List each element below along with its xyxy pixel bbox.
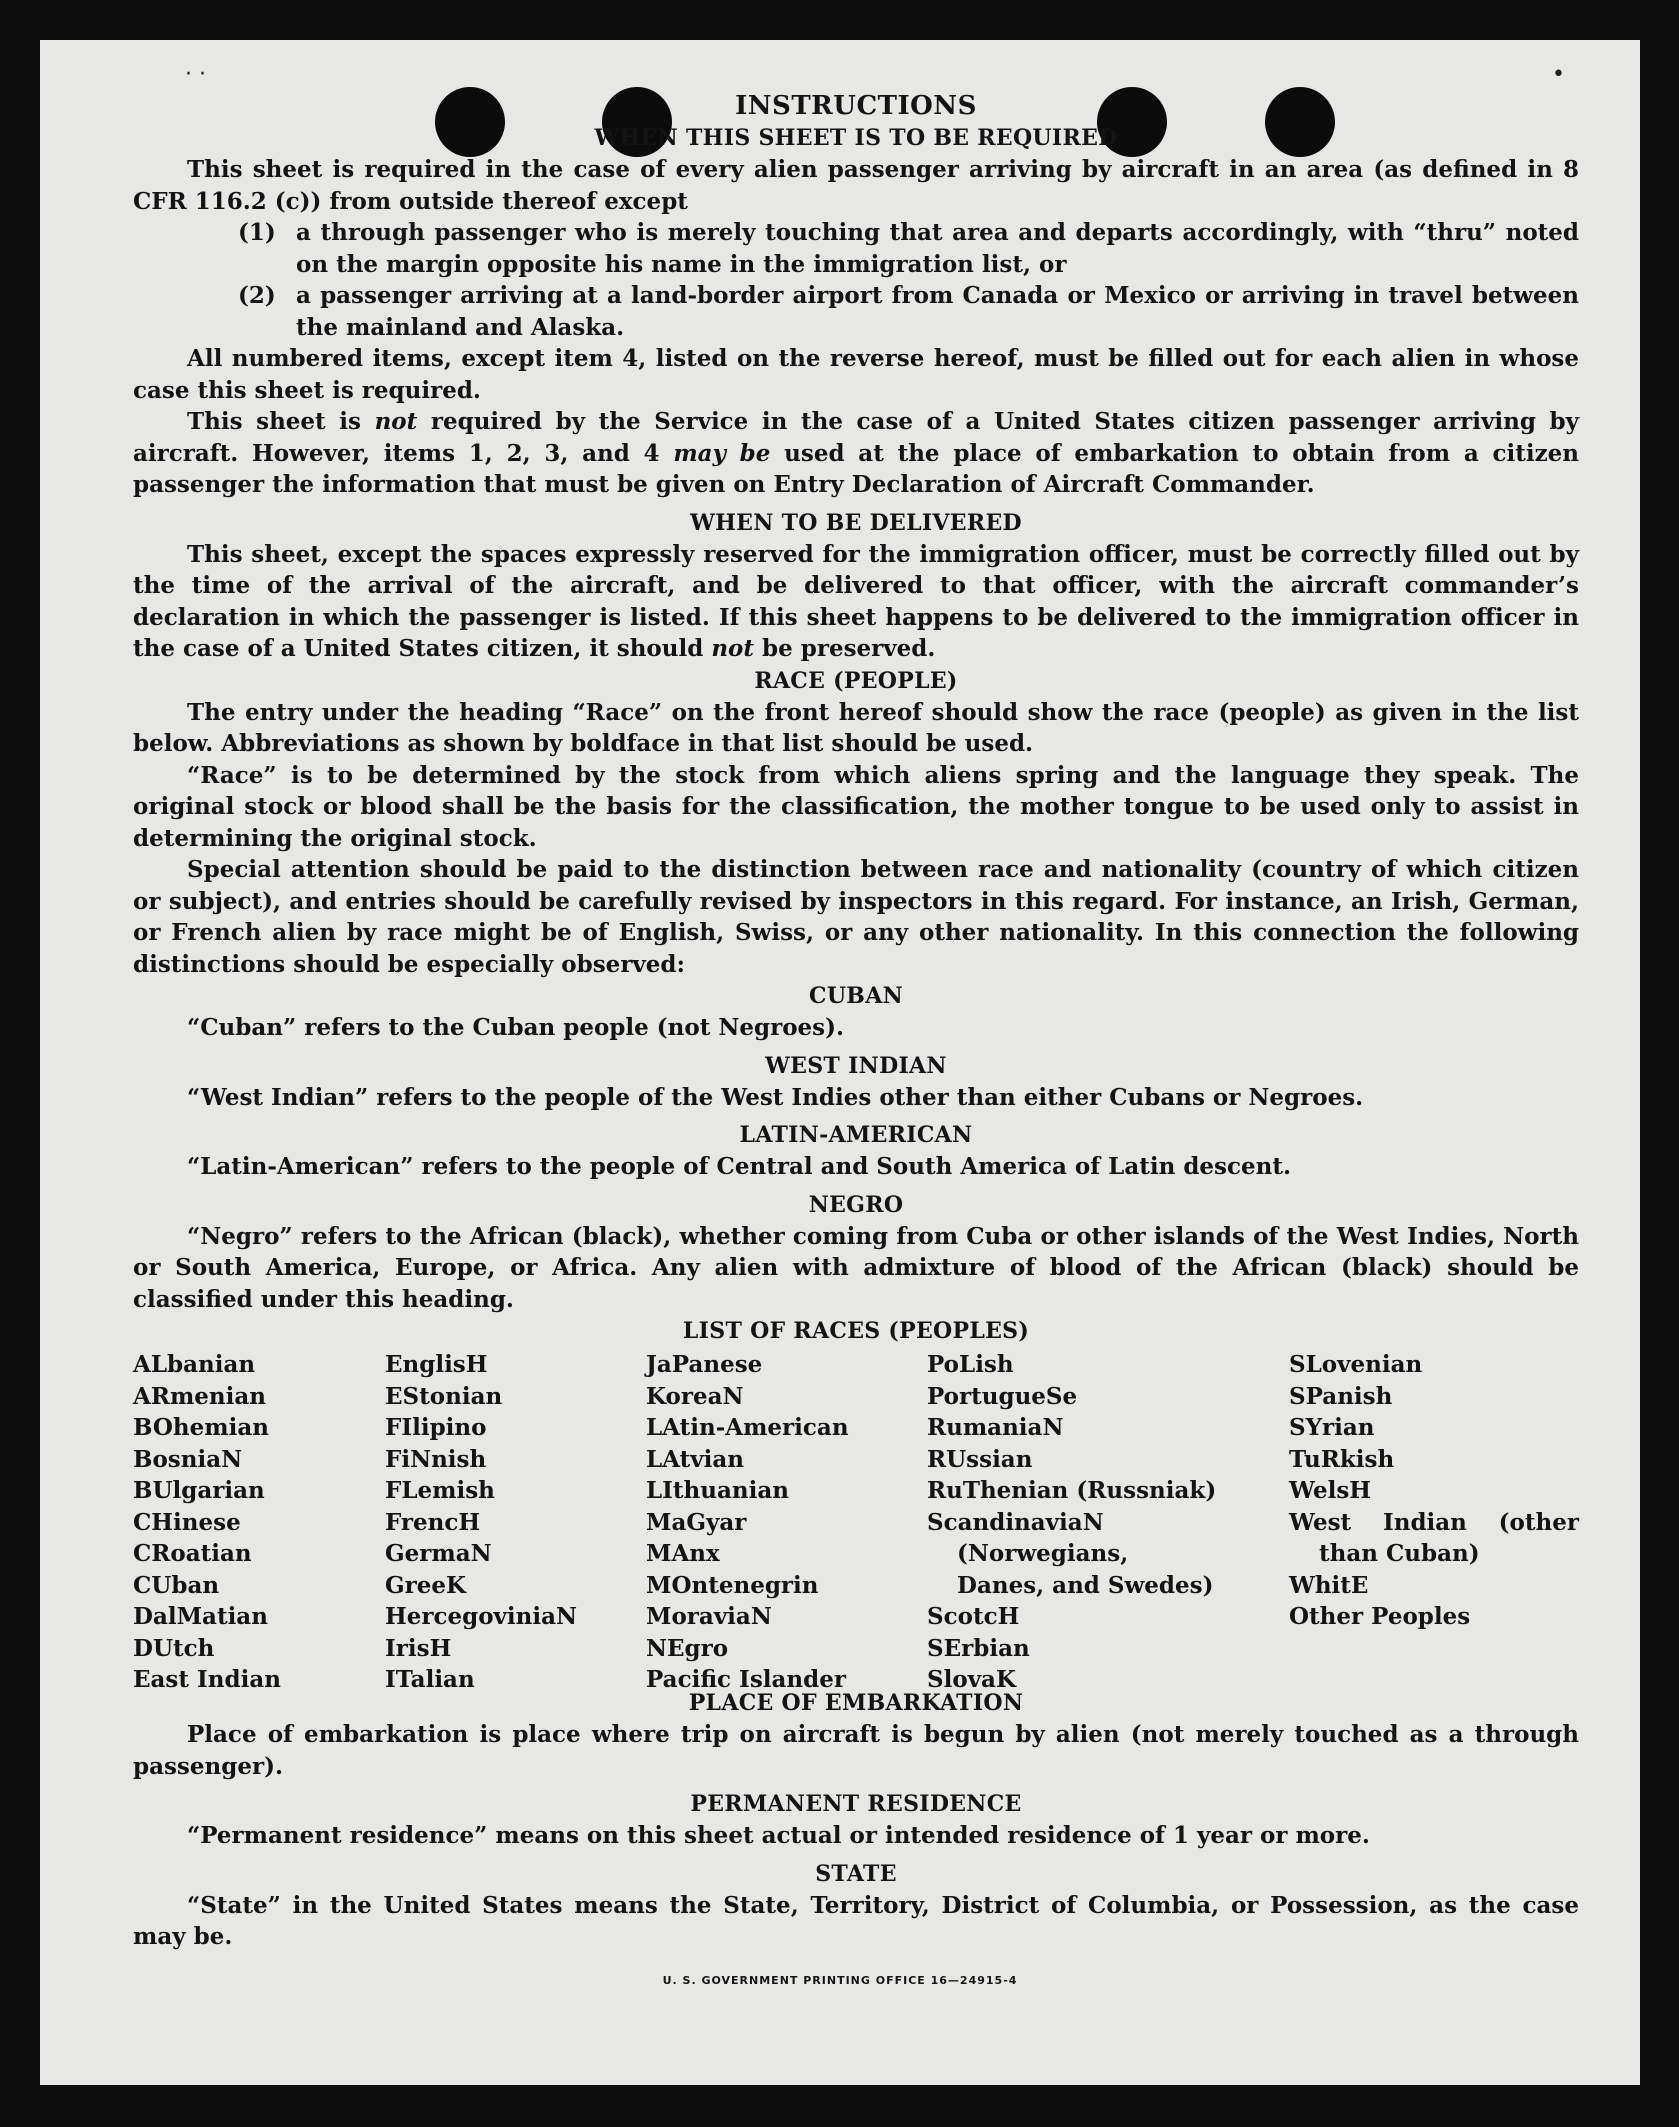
race-column — [133, 1349, 363, 1696]
race-item: FIlipino — [385, 1414, 487, 1441]
race-item: EStonian — [385, 1382, 503, 1410]
paragraph: All numbered items, except item 4, listed on the reverse hereof, must be filled out for each alien in whose case this sheet is required. — [133, 345, 1579, 404]
race-column — [646, 1349, 906, 1696]
race-item: IrisH — [385, 1634, 452, 1662]
section-heading: WHEN TO BE DELIVERED — [690, 509, 1022, 536]
paragraph: “Latin-American” refers to the people of Central and South America of Latin descent. — [187, 1153, 1291, 1180]
race-item: SlovaK — [927, 1666, 1016, 1693]
paragraph: “Cuban” refers to the Cuban people (not Negroes). — [187, 1014, 845, 1041]
race-column — [927, 1349, 1217, 1696]
race-item: Other Peoples — [1289, 1603, 1471, 1630]
race-item: GreeK — [385, 1571, 467, 1599]
race-item: West Indian (other than Cuban) — [1289, 1508, 1579, 1567]
race-list — [133, 1349, 1579, 1693]
race-item: LIthuanian — [646, 1477, 789, 1504]
race-item: ALbanian — [133, 1351, 256, 1378]
section-heading: LATIN-AMERICAN — [739, 1122, 973, 1148]
race-item: CRoatian — [133, 1540, 252, 1567]
instructions-body — [133, 90, 1579, 1953]
document-sheet — [40, 40, 1640, 2085]
race-item: SPanish — [1289, 1382, 1393, 1410]
race-item: ITalian — [385, 1666, 475, 1693]
race-item: JaPanese — [646, 1351, 763, 1378]
race-item: PoLish — [927, 1351, 1014, 1378]
race-item: RUssian — [927, 1445, 1033, 1473]
list-number: (1) — [238, 219, 276, 246]
list-item — [133, 217, 1579, 280]
race-item: CHinese — [133, 1508, 241, 1536]
paragraph: “Race” is to be determined by the stock from which aliens spring and the language they speak. The original stock or blood shall be the basis for the classification, the mother tongue to be used only to assist in determining the original stock. — [133, 761, 1579, 852]
race-item: SLovenian — [1289, 1351, 1423, 1378]
section-heading: WEST INDIAN — [765, 1052, 947, 1079]
section-heading: CUBAN — [809, 983, 903, 1009]
race-item: ARmenian — [133, 1382, 267, 1410]
race-item: PortugueSe — [927, 1382, 1078, 1410]
paragraph: “State” in the United States means the State, Territory, District of Columbia, or Possession, as the case may be. — [133, 1891, 1579, 1950]
race-item: WelsH — [1289, 1477, 1372, 1504]
race-item: DUtch — [133, 1634, 215, 1662]
race-item: RuThenian (Russniak) — [927, 1477, 1217, 1504]
race-item: TuRkish — [1289, 1445, 1395, 1473]
race-item: Pacific Islander — [646, 1666, 846, 1693]
race-item: SYrian — [1289, 1414, 1375, 1441]
list-number: (2) — [238, 282, 276, 309]
section-heading: PLACE OF EMBARKATION — [688, 1690, 1024, 1716]
paragraph: “West Indian” refers to the people of the West Indies other than either Cubans or Negroes. — [187, 1083, 1364, 1111]
race-item: EnglisH — [385, 1351, 488, 1378]
race-item: NEgro — [646, 1634, 729, 1662]
race-item: BosniaN — [133, 1445, 243, 1473]
list-item — [133, 280, 1579, 343]
scan-speck: • — [1552, 62, 1565, 87]
scan-speck: · · — [185, 62, 206, 87]
race-item: CUban — [133, 1571, 220, 1599]
race-column — [1289, 1349, 1579, 1633]
paragraph: “Permanent residence” means on this sheet actual or intended residence of 1 year or more. — [187, 1822, 1370, 1849]
race-item: ScotcH — [927, 1603, 1020, 1630]
paragraph: “Negro” refers to the African (black), whether coming from Cuba or other islands of the West Indies, North or South America, Europe, or Africa. Any alien with admixture of blood of the African (black) should be classified under this heading. — [133, 1222, 1579, 1313]
printer-imprint: U. S. GOVERNMENT PRINTING OFFICE 16—24915-4 — [662, 1974, 1018, 1987]
race-item: MAnx — [646, 1540, 720, 1567]
race-item: East Indian — [133, 1666, 281, 1693]
race-item: WhitE — [1289, 1571, 1369, 1599]
race-item: FLemish — [385, 1477, 495, 1504]
paragraph: This sheet is required in the case of every alien passenger arriving by aircraft in an area (as defined in 8 CFR 116.2 (c)) from outside thereof except — [133, 156, 1579, 215]
race-item: LAtvian — [646, 1445, 744, 1473]
section-heading: WHEN THIS SHEET IS TO BE REQUIRED — [594, 125, 1118, 151]
race-item: MoraviaN — [646, 1603, 772, 1630]
race-item: BOhemian — [133, 1414, 269, 1441]
race-item: GermaN — [385, 1540, 492, 1567]
race-item: SErbian — [927, 1634, 1030, 1662]
section-heading: LIST OF RACES (PEOPLES) — [682, 1318, 1030, 1344]
race-item: BUlgarian — [133, 1477, 265, 1504]
list-text: a passenger arriving at a land-border airport from Canada or Mexico or arriving in travel between the mainland and Alaska. — [296, 282, 1579, 341]
page-title: INSTRUCTIONS — [735, 91, 977, 121]
list-text: a through passenger who is merely touching that area and departs accordingly, with “thru” noted on the margin opposite his name in the immigration list, or — [296, 219, 1579, 278]
race-item: HercegoviniaN — [385, 1603, 578, 1630]
section-heading: PERMANENT RESIDENCE — [690, 1791, 1022, 1817]
paragraph: This sheet, except the spaces expressly reserved for the immigration officer, must be correctly filled out by the time of the arrival of the aircraft, and be delivered to that officer, with the aircraft commander’s declaration in which the passenger is listed. If this sheet happens to be delivered to the immigration officer in the case of a United States citizen, it should not be preserved. — [133, 540, 1579, 662]
section-heading: RACE (PEOPLE) — [754, 667, 958, 694]
race-item: FrencH — [385, 1508, 481, 1536]
race-item: ScandinaviaN (Norwegians, Danes, and Swedes) — [927, 1508, 1214, 1599]
paragraph: This sheet is not required by the Service in the case of a United States citizen passenger arriving by aircraft. However, items 1, 2, 3, and 4 may be used at the place of embarkation to obtain from a citizen passenger the information that must be given on Entry Declaration of Aircraft Commander. — [133, 408, 1580, 498]
race-item: KoreaN — [646, 1382, 744, 1410]
paragraph: Place of embarkation is place where trip on aircraft is begun by alien (not merely touched as a through passenger). — [133, 1721, 1579, 1780]
paragraph: The entry under the heading “Race” on the front hereof should show the race (people) as given in the list below. Abbreviations as shown by boldface in that list should be used. — [133, 698, 1579, 757]
section-heading: STATE — [815, 1860, 897, 1887]
race-item: MOntenegrin — [646, 1571, 819, 1599]
section-heading: NEGRO — [808, 1191, 904, 1218]
race-column — [385, 1349, 625, 1696]
paragraph: Special attention should be paid to the distinction between race and nationality (country of which citizen or subject), and entries should be carefully revised by inspectors in this regard. For instance, an Irish, German, or French alien by race might be of English, Swiss, or any other nationality. In this connection the following distinctions should be especially observed: — [133, 856, 1579, 978]
race-item: FiNnish — [385, 1445, 487, 1473]
race-item: MaGyar — [646, 1508, 747, 1536]
race-item: RumaniaN — [927, 1414, 1064, 1441]
race-item: LAtin-American — [646, 1414, 849, 1441]
race-item: DalMatian — [133, 1603, 268, 1630]
